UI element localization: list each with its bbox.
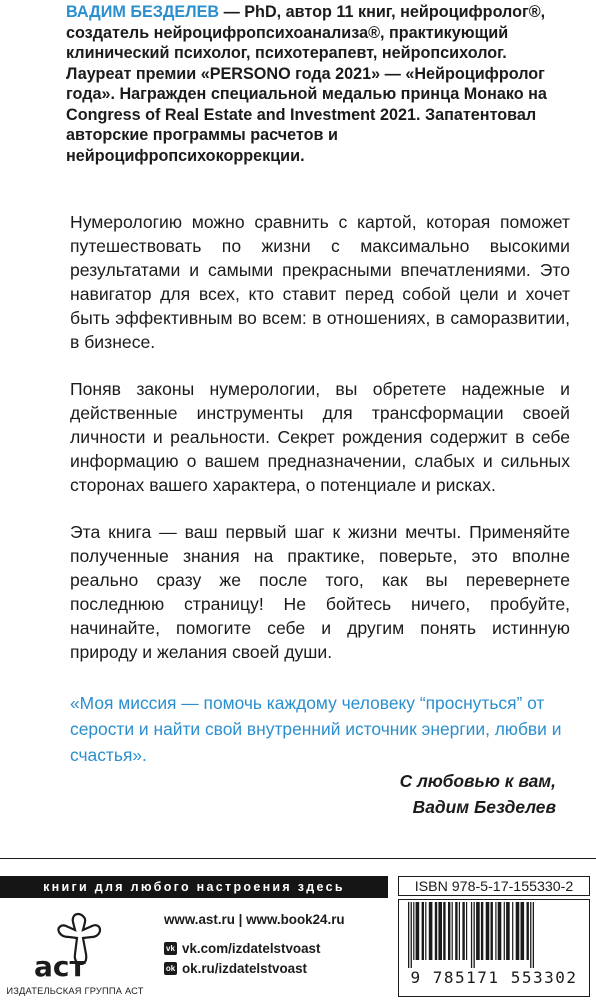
logo-text: аст xyxy=(34,950,86,982)
signature-line-1: С любовью к вам, xyxy=(399,771,556,791)
barcode-bar xyxy=(434,902,436,960)
barcode-bar xyxy=(443,902,445,960)
barcode-bar xyxy=(526,902,528,960)
vk-link[interactable] xyxy=(164,938,345,958)
ok-link[interactable] xyxy=(164,958,345,978)
vk-link-text: vk.com/izdatelstvoast xyxy=(182,940,321,956)
barcode-bar xyxy=(512,902,513,960)
barcode-bar xyxy=(497,902,501,960)
paragraph-2: Поняв законы нумерологии, вы обретете надежные и действенные инструменты для трансформации своей личности и реальности. Секрет рождения содержит в себе информацию о вашем предназначении, слабых и сильных сторонах вашего характера, о потенциале и рисках. xyxy=(70,379,570,495)
barcode-bar xyxy=(421,902,423,960)
barcode-bar xyxy=(506,902,510,960)
barcode-bars xyxy=(400,902,589,968)
barcode-bar xyxy=(515,902,519,960)
barcode-bar xyxy=(530,902,531,968)
barcode-bar xyxy=(415,902,419,960)
publisher-name: ИЗДАТЕЛЬСКАЯ ГРУППА АСТ xyxy=(6,986,144,996)
author-name: ВАДИМ БЕЗДЕЛЕВ xyxy=(66,3,220,21)
barcode-bar xyxy=(448,902,450,960)
ok-icon: ok xyxy=(165,963,176,973)
barcode-bar xyxy=(476,902,480,960)
barcode-bar xyxy=(532,902,533,968)
barcode-bar xyxy=(470,902,471,968)
slogan-bar: книги для любого настроения здесь xyxy=(0,876,388,898)
signature-line-2: Вадим Безделев xyxy=(412,797,556,817)
barcode-bar xyxy=(473,902,474,968)
barcode-bar xyxy=(485,902,489,960)
isbn-label: ISBN 978-5-17-155330-2 xyxy=(398,876,590,896)
barcode-bar xyxy=(428,902,432,960)
author-quote: «Моя миссия — помочь каждому человеку “проснуться” от серости и найти свой внутренний источник энергии, любви и счастья». xyxy=(70,693,562,765)
footer-links xyxy=(164,912,345,978)
paragraph-1: Нумерологию можно сравнить с картой, которая поможет путешествовать по жизни с максимально высокими результатами и самыми прекрасными впечатлениями. Это навигатор для всех, кто ставит перед собой цели и хочет быть эффективным во всем: в отношениях, в саморазвитии, в бизнесе. xyxy=(70,212,570,352)
barcode-bar xyxy=(495,902,496,960)
description xyxy=(70,210,570,687)
barcode-digits: 9 785171 553302 xyxy=(410,968,578,987)
barcode-bar xyxy=(480,902,482,960)
barcode-bar xyxy=(503,902,504,960)
barcode-bar xyxy=(455,902,457,960)
signature xyxy=(400,768,556,820)
vk-icon: vk xyxy=(164,942,177,955)
ok-link-text: ok.ru/izdatelstvoast xyxy=(182,960,308,976)
footer-divider xyxy=(0,858,596,859)
barcode-bar xyxy=(520,902,524,960)
barcode-bar xyxy=(413,902,414,960)
barcode-bar xyxy=(462,902,464,960)
barcode-bar xyxy=(451,902,452,960)
barcode-bar xyxy=(490,902,492,960)
barcode-bar xyxy=(438,902,442,960)
author-bio-text: — PhD, автор 11 книг, нейроцифролог®, создатель нейроцифропсихоанализа®, практикующий клинический психолог, психотерапевт, нейропсихолог. Лауреат премии «PERSONO года 2021» — «Нейроцифролог года». Награжден специальной медалью принца Монако на Congress of Real Estate and Investment 2021. Запатентовал авторские программы расчетов и нейроцифропсихокоррекции. xyxy=(66,3,547,165)
paragraph-3: Эта книга — ваш первый шаг к жизни мечты. Применяйте полученные знания на практике, поверьте, это вполне реально сразу же после того, как вы перевернете последнюю страницу! Не бойтесь ничего, пробуйте, начинайте, помогите себе и другим понять истинную природу и желания своей души. xyxy=(70,522,570,662)
author-bio xyxy=(66,2,572,166)
barcode-bar xyxy=(425,902,426,960)
barcode-bar xyxy=(466,902,467,960)
barcode-bar xyxy=(458,902,459,960)
barcode-bar xyxy=(410,902,411,968)
website-links[interactable]: www.ast.ru | www.book24.ru xyxy=(164,912,345,927)
ast-logo-icon xyxy=(30,910,116,982)
barcode-bar xyxy=(408,902,409,968)
